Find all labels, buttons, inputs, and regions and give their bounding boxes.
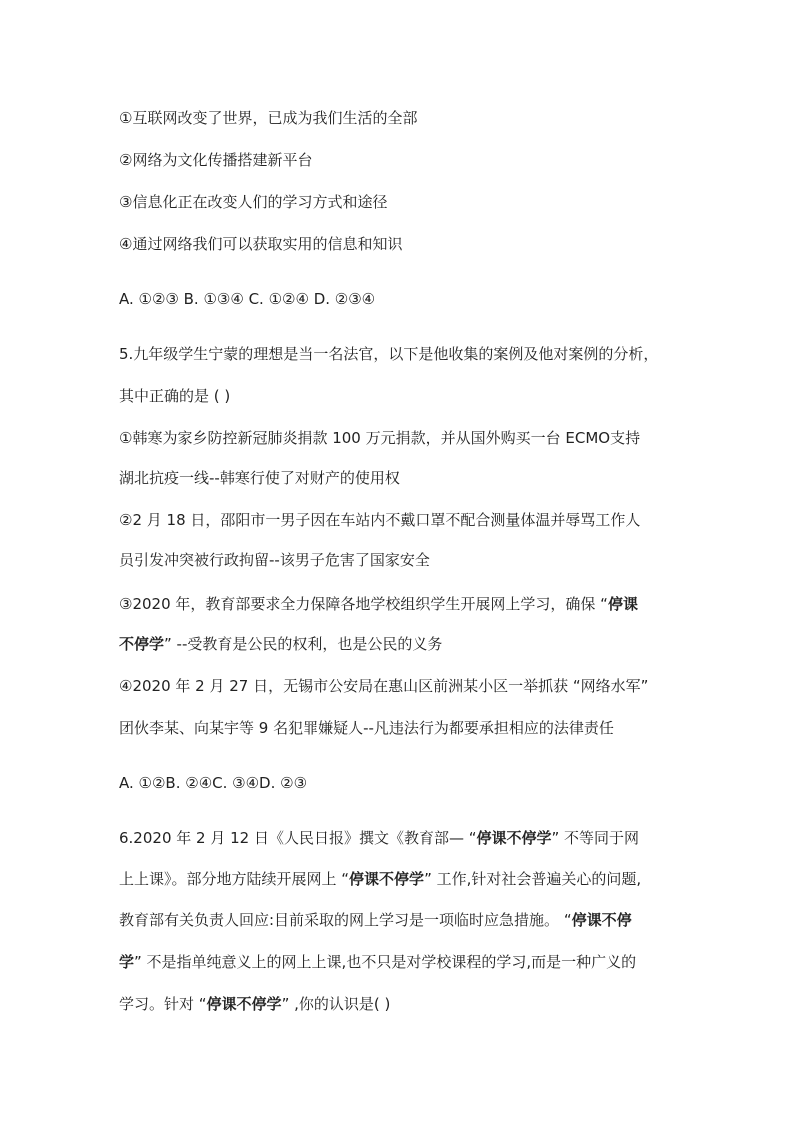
q5-item-3-text: ③2020 年，教育部要求全力保障各地学校组织学生开展网上学习，确保 “ bbox=[119, 595, 608, 613]
q5-choices: A. ①②B. ②④C. ③④D. ②③ bbox=[119, 774, 308, 792]
q6-line-4 bbox=[119, 951, 689, 973]
q5-item-3-line-1 bbox=[119, 593, 689, 615]
q6-line-1-a: 6.2020 年 2 月 12 日《人民日报》撰文《教育部— “ bbox=[119, 829, 477, 847]
q6-line-2-a: 上上课》。部分地方陆续开展网上 “ bbox=[119, 870, 350, 888]
q6-line-3-bold: 停课不停 bbox=[571, 911, 632, 929]
q6-line-5 bbox=[119, 993, 689, 1015]
q5-item-1-line-2: 湖北抗疫一线--韩寒行使了对财产的使用权 bbox=[119, 469, 400, 487]
q4-option-3: ③信息化正在改变人们的学习方式和途径 bbox=[119, 193, 388, 211]
q5-item-3-text-2: ” --受教育是公民的权利，也是公民的义务 bbox=[164, 635, 443, 653]
q6-line-5-a: 学习。针对 “ bbox=[119, 995, 207, 1013]
q6-line-4-bold: 学 bbox=[119, 953, 135, 971]
q6-line-2 bbox=[119, 868, 689, 890]
q6-line-5-bold: 停课不停学 bbox=[206, 995, 282, 1013]
q5-item-2-line-1: ②2 月 18 日，邵阳市一男子因在车站内不戴口罩不配合测量体温并辱骂工作人 bbox=[119, 511, 641, 529]
q5-item-2-line-2: 员引发冲突被行政拘留--该男子危害了国家安全 bbox=[119, 551, 430, 569]
q6-line-3 bbox=[119, 909, 689, 931]
q4-option-4: ④通过网络我们可以获取实用的信息和知识 bbox=[119, 235, 403, 253]
q5-stem-line-1: 5.九年级学生宁蒙的理想是当一名法官，以下是他收集的案例及他对案例的分析， bbox=[119, 345, 659, 363]
q6-line-1-bold: 停课不停学 bbox=[476, 829, 552, 847]
q6-line-4-b: ” 不是指单纯意义上的网上上课,也不只是对学校课程的学习,而是一种广义的 bbox=[134, 953, 637, 971]
q5-stem-line-2: 其中正确的是 ( ) bbox=[119, 387, 231, 405]
q6-line-2-c: ” 工作,针对社会普遍关心的问题, bbox=[424, 870, 642, 888]
q5-item-4-line-2: 团伙李某、向某宇等 9 名犯罪嫌疑人--凡违法行为都要承担相应的法律责任 bbox=[119, 719, 614, 737]
q4-choices: A. ①②③ B. ①③④ C. ①②④ D. ②③④ bbox=[119, 290, 376, 308]
q6-line-5-c: ” ,你的认识是( ) bbox=[281, 995, 391, 1013]
q6-line-1-c: ” 不等同于网 bbox=[551, 829, 640, 847]
q5-item-1-line-1: ①韩寒为家乡防控新冠肺炎捐款 100 万元捐款，并从国外购买一台 ECMO支持 bbox=[119, 429, 641, 447]
q5-item-3-bold-2: 不停学 bbox=[119, 635, 165, 653]
q6-line-2-bold: 停课不停学 bbox=[349, 870, 425, 888]
q6-line-1 bbox=[119, 827, 689, 849]
q4-option-2: ②网络为文化传播搭建新平台 bbox=[119, 151, 313, 169]
q6-line-3-a: 教育部有关负责人回应:目前采取的网上学习是一项临时应急措施。 “ bbox=[119, 911, 572, 929]
q4-option-1: ①互联网改变了世界，已成为我们生活的全部 bbox=[119, 109, 418, 127]
q5-item-4-line-1: ④2020 年 2 月 27 日，无锡市公安局在惠山区前洲某小区一举抓获 “网络水军” bbox=[119, 677, 649, 695]
q5-item-3-bold: 停课 bbox=[607, 595, 638, 613]
q5-item-3-line-2 bbox=[119, 633, 689, 655]
